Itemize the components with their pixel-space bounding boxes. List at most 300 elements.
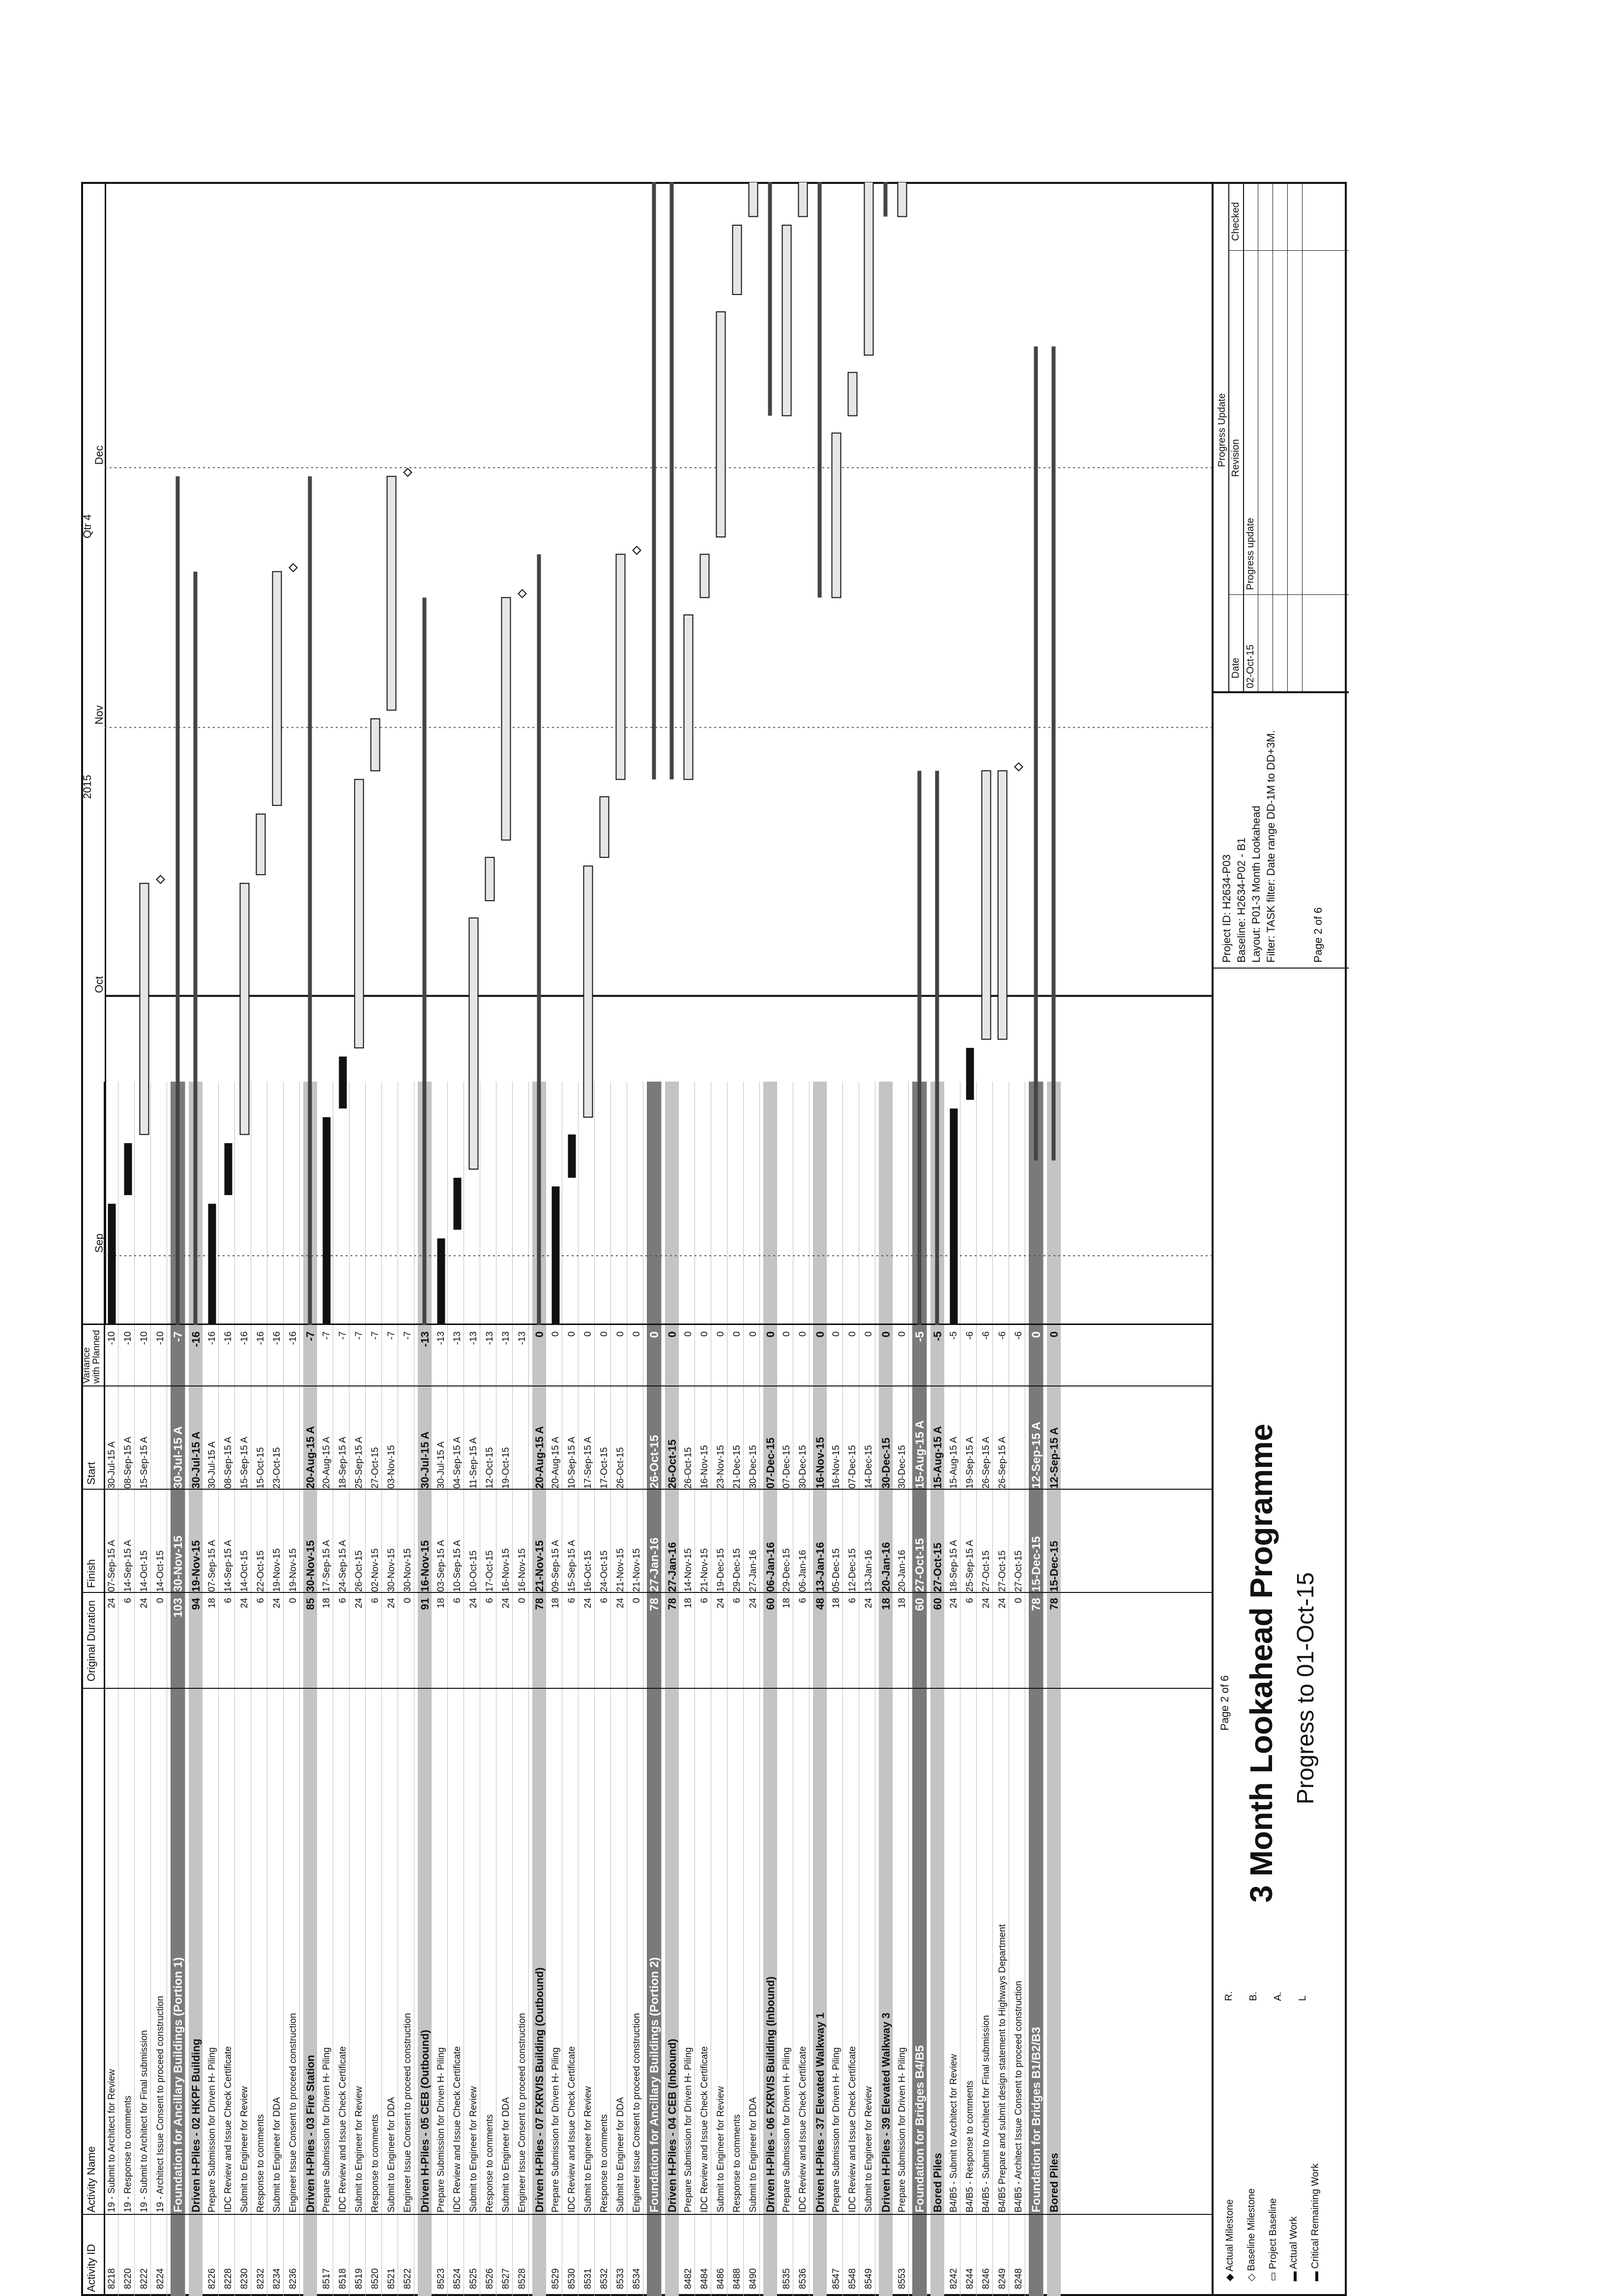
original-duration: 78 [533,1598,546,1610]
activity-name: Bored Piles [931,2152,944,2212]
activity-id: 8530 [567,2268,577,2289]
original-duration: 0 [632,1598,642,1603]
milestone-diamond [404,469,412,476]
start-date: 07-Dec-15 [847,1445,858,1489]
variance-value: -16 [223,1331,233,1345]
start-date: 07-Dec-15 [782,1445,792,1489]
activity-name: Bored Piles [1048,2152,1060,2212]
remaining-work-bar [371,719,380,771]
variance-value: 0 [880,1331,892,1338]
activity-name: B4/B5 - Response to comments [965,2080,975,2212]
activity-id: 8518 [338,2268,348,2289]
signoff-rule [1228,182,1229,693]
original-duration: 18 [321,1598,332,1609]
finish-date: 19-Nov-15 [288,1548,298,1592]
remaining-work-bar [584,866,593,1117]
start-date: 10-Sep-15 A [567,1437,577,1489]
start-date: 04-Sep-15 A [452,1437,463,1489]
original-duration: 24 [501,1598,511,1609]
variance-value: 0 [1030,1331,1043,1338]
variance-value: 0 [847,1331,858,1337]
start-date: 08-Sep-15 A [123,1437,133,1489]
original-duration: 60 [764,1598,777,1610]
activity-name: Prepare Submission for Driven H- Piling [321,2047,332,2212]
col-divider [81,1592,1212,1593]
finish-date: 06-Jan-16 [764,1542,777,1592]
start-date: 20-Aug-15 A [551,1437,561,1489]
gantt-area [81,182,1212,1325]
signoff-rule [1302,182,1303,693]
milestone-diamond [633,546,641,554]
original-duration: 60 [913,1598,927,1611]
finish-date: 27-Oct-15 [1014,1550,1024,1592]
actual-work-bar [950,1109,958,1325]
start-date: 16-Nov-15 [699,1445,710,1489]
legend-label: Actual Work [1288,2216,1299,2269]
legend-code: A. [1273,1992,1283,2001]
activity-name: Prepare Submission for Driven H- Piling [831,2047,841,2212]
activity-name: Response to comments [485,2114,495,2212]
original-duration: 24 [981,1598,991,1609]
finish-date: 27-Jan-16 [648,1537,661,1592]
variance-value: 0 [764,1331,777,1338]
summary-bar [884,182,888,216]
original-duration: 18 [207,1598,217,1609]
activity-name: Driven H-Piles - 05 CEB (Outbound) [419,2030,431,2212]
original-duration: 6 [699,1598,710,1603]
remaining-work-bar [700,554,709,597]
remaining-work-bar [355,779,364,1048]
activity-name: Engineer Issue Consent to proceed construction [517,2013,527,2212]
original-duration: 18 [683,1598,694,1609]
variance-value: 0 [666,1331,678,1338]
activity-name: B4/B5 - Submit to Architect for Final submission [981,2015,991,2212]
variance-value: 0 [683,1331,694,1337]
finish-date: 27-Oct-15 [997,1550,1008,1592]
original-duration: 0 [1014,1598,1024,1603]
summary-bar [423,597,427,1325]
variance-value: -6 [1014,1331,1024,1340]
start-date: 26-Oct-15 [648,1435,661,1489]
filter-text: Filter: TASK filter: Date range DD-1M to DD+3M. [1265,730,1277,963]
original-duration: 24 [354,1598,364,1609]
actual-work-bar [339,1057,347,1109]
variance-value: -16 [190,1331,202,1347]
variance-value: -10 [123,1331,133,1345]
activity-name: Submit to Engineer for Review [354,2086,364,2212]
finish-date: 17-Oct-15 [485,1550,495,1592]
original-duration: 6 [338,1598,348,1603]
summary-bar [1052,347,1056,1161]
variance-value: -10 [155,1331,166,1345]
variance-value: -5 [949,1331,959,1340]
activity-id: 8218 [107,2268,117,2289]
project-id: Project ID: H2634-P03 [1220,854,1233,963]
original-duration: 0 [517,1598,527,1603]
original-duration: 78 [648,1598,661,1611]
start-date: 30-Dec-15 [798,1445,808,1489]
signoff-box [1214,181,1349,693]
start-date: 19-Oct-15 [501,1447,511,1489]
variance-value: -6 [965,1331,975,1340]
variance-value: -6 [997,1331,1008,1340]
start-date: 21-Dec-15 [732,1445,742,1489]
variance-value: 0 [583,1331,593,1337]
start-date: 17-Sep-15 A [583,1437,593,1489]
page-subtitle: Progress to 01-Oct-15 [1293,1572,1319,1804]
activity-name: IDC Review and Issue Check Certificate [567,2046,577,2212]
start-date: 18-Sep-15 A [338,1437,348,1489]
actual-work-bar [552,1186,560,1325]
finish-date: 16-Nov-15 [517,1548,527,1592]
original-duration: 24 [748,1598,758,1609]
original-duration: 60 [931,1598,944,1610]
activity-id: 8526 [485,2268,495,2289]
activity-id: 8522 [403,2268,413,2289]
col-divider [81,1688,1212,1689]
remaining-work-bar [273,572,282,806]
activity-id: 8532 [599,2268,609,2289]
start-date: 15-Sep-15 A [239,1437,250,1489]
finish-date: 25-Sep-15 A [965,1540,975,1592]
activity-id: 8517 [321,2268,332,2289]
original-duration: 0 [155,1598,166,1603]
finish-date: 27-Oct-15 [931,1542,944,1592]
activity-name: Response to comments [732,2114,742,2212]
activity-id: 8531 [583,2268,593,2289]
activity-name: Driven H-Piles - 06 FXRVIS Building (Inbound) [764,1976,777,2212]
activity-id: 8519 [354,2268,364,2289]
remaining-work-bar [982,771,991,1039]
finish-date: 14-Sep-15 A [223,1540,233,1592]
activity-name: Prepare Submission for Driven H- Piling [207,2047,217,2212]
original-duration: 78 [666,1598,678,1610]
original-duration: 6 [223,1598,233,1603]
summary-bar [537,554,541,1325]
activity-name: Driven H-Piles - 02 HKPF Building [190,2038,202,2212]
finish-date: 14-Oct-15 [239,1550,250,1592]
timescale-month: Nov [93,705,105,725]
start-date: 30-Dec-15 [897,1445,907,1489]
finish-date: 29-Dec-15 [732,1548,742,1592]
legend-code: R. [1223,1991,1234,2001]
legend-label: Critical Remaining Work [1310,2163,1321,2269]
milestone-diamond [1015,763,1023,771]
finish-date: 14-Oct-15 [155,1550,166,1592]
variance-value: -13 [436,1331,446,1345]
legend-code: B. [1248,1992,1259,2001]
activity-name: IDC Review and Issue Check Certificate [452,2046,463,2212]
original-duration: 103 [172,1598,185,1618]
original-duration: 18 [831,1598,841,1609]
actual-work-bar [108,1204,116,1325]
header-activity-id: Activity ID [85,2244,97,2292]
original-duration: 91 [419,1598,431,1610]
variance-value: 0 [798,1331,808,1337]
variance-value: -13 [452,1331,463,1345]
finish-date: 19-Nov-15 [190,1540,202,1592]
finish-date: 30-Nov-15 [304,1540,317,1592]
remaining-work-bar [502,597,511,840]
remaining-work-bar [898,182,907,216]
activity-name: Prepare Submission for Driven H- Piling [436,2047,446,2212]
remaining-work-bar [387,476,396,710]
activity-name: Driven H-Piles - 37 Elevated Walkway 1 [814,2012,826,2212]
activity-id: 8521 [386,2268,397,2289]
timescale-year: 2015 [81,775,93,799]
variance-value: -7 [172,1331,185,1342]
start-date: 08-Sep-15 A [223,1437,233,1489]
original-duration: 18 [436,1598,446,1609]
finish-date: 07-Sep-15 A [107,1540,117,1592]
variance-value: 0 [567,1331,577,1337]
variance-value: -7 [354,1331,364,1340]
activity-name: Response to comments [256,2114,266,2212]
activity-name: IDC Review and Issue Check Certificate [699,2046,710,2212]
actual-work-bar [966,1048,974,1100]
variance-value: -16 [272,1331,282,1345]
start-date: 30-Jul-15 A [419,1431,431,1489]
start-date: 30-Jul-15 A [207,1441,217,1489]
original-duration: 6 [370,1598,380,1603]
actual-work-bar [124,1143,132,1195]
start-date: 20-Aug-15 A [533,1426,546,1489]
variance-value: -7 [321,1331,332,1340]
variance-value: 0 [864,1331,874,1337]
variance-value: 0 [748,1331,758,1337]
variance-value: -13 [501,1331,511,1345]
summary-bar [308,476,312,1325]
page-title: 3 Month Lookahead Programme [1244,1423,1279,1903]
finish-date: 19-Nov-15 [272,1548,282,1592]
legend-panel [1212,182,1349,2296]
original-duration: 6 [965,1598,975,1603]
activity-id: 8226 [207,2268,217,2289]
variance-value: -7 [403,1331,413,1340]
activity-id: 8523 [436,2268,446,2289]
activity-name: Prepare Submission for Driven H- Piling [897,2047,907,2212]
finish-date: 05-Dec-15 [831,1548,841,1592]
variance-value: 0 [782,1331,792,1337]
header-finish: Finish [85,1559,97,1588]
remaining-work-bar [799,182,808,216]
activity-name: B4/B5 - Submit to Architect for Review [949,2054,959,2212]
actual-work-bar [225,1143,232,1195]
actual-work-bar [568,1135,576,1178]
activity-id: 8520 [370,2268,380,2289]
activity-name: Submit to Engineer for Review [583,2086,593,2212]
remaining-work-bar [865,182,873,355]
start-date: 23-Nov-15 [716,1445,726,1489]
finish-date: 24-Sep-15 A [338,1540,348,1592]
legend-label: Baseline Milestone [1246,2188,1257,2271]
start-date: 30-Dec-15 [748,1445,758,1489]
variance-value: 0 [599,1331,609,1337]
activity-id: 8242 [949,2268,959,2289]
start-date: 12-Sep-15 A [1048,1427,1060,1489]
original-duration: 6 [567,1598,577,1603]
start-date: 26-Sep-15 A [981,1437,991,1489]
finish-date: 15-Sep-15 A [567,1540,577,1592]
activity-name: Foundation for Ancillary Buildings (Portion 2) [648,1957,661,2212]
finish-date: 20-Jan-16 [897,1550,907,1592]
remaining-work-bar [240,883,249,1135]
variance-value: -16 [239,1331,250,1345]
original-duration: 6 [256,1598,266,1603]
signoff-checked-header: Checked [1230,202,1241,241]
variance-value: 0 [615,1331,626,1337]
milestone-diamond [519,589,526,597]
activity-name: Submit to Engineer for Review [716,2086,726,2212]
original-duration: 24 [583,1598,593,1609]
start-date: 30-Jul-15 A [190,1431,202,1489]
col-divider [81,2214,1212,2215]
summary-bar [176,476,180,1325]
activity-name: IDC Review and Issue Check Certificate [338,2046,348,2212]
start-date: 25-Sep-15 A [354,1437,364,1489]
legend-label: Actual Milestone [1224,2199,1235,2272]
finish-date: 02-Nov-15 [370,1548,380,1592]
activity-id: 8549 [864,2268,874,2289]
variance-value: -10 [107,1331,117,1345]
header-original-duration: Original Duration [85,1600,97,1681]
activity-name: 19 - Submit to Architect for Final submission [139,2030,149,2212]
start-date: 17-Oct-15 [599,1447,609,1489]
finish-date: 26-Oct-15 [354,1550,364,1592]
signoff-title: Progress Update [1217,393,1227,467]
activity-name: Prepare Submission for Driven H- Piling [782,2047,792,2212]
layout-name: Layout: P01-3 Month Lookahead [1250,805,1262,963]
summary-bar [1034,347,1038,1161]
milestone-diamond [290,564,297,572]
finish-date: 27-Oct-15 [981,1550,991,1592]
finish-date: 30-Nov-15 [172,1535,185,1592]
variance-value: -10 [139,1331,149,1345]
activity-name: Driven H-Piles - 07 FXRVIS Building (Outbound) [533,1967,546,2212]
variance-value: 0 [551,1331,561,1337]
variance-value: -13 [468,1331,479,1345]
start-date: 26-Oct-15 [615,1447,626,1489]
activity-name: Submit to Engineer for Review [864,2086,874,2212]
finish-date: 16-Nov-15 [419,1540,431,1592]
timescale-month: Dec [93,445,105,465]
timescale-month: Sep [93,1233,105,1253]
activity-id: 8224 [155,2268,166,2289]
activity-id: 8547 [831,2268,841,2289]
activity-name: Engineer Issue Consent to proceed construction [632,2013,642,2212]
activity-name: Foundation for Bridges B1/B2/B3 [1030,2027,1043,2212]
legend-item [1267,2198,1279,2281]
original-duration: 24 [386,1598,397,1609]
activity-id: 8488 [732,2268,742,2289]
signoff-rule [1228,250,1349,251]
activity-id: 8528 [517,2268,527,2289]
activity-name: IDC Review and Issue Check Certificate [223,2046,233,2212]
original-duration: 24 [615,1598,626,1609]
timescale-month: Oct [93,976,105,993]
activity-id: 8484 [699,2268,710,2289]
legend-item [1245,2188,1257,2281]
signoff-revision: Progress update [1245,518,1256,590]
start-date: 30-Dec-15 [880,1438,892,1489]
start-date: 11-Sep-15 A [468,1437,479,1489]
actual-work-bar [437,1238,445,1325]
activity-name: B4/B5 Prepare and submit design statement to Highways Department [997,1924,1008,2212]
finish-date: 12-Dec-15 [847,1548,858,1592]
activity-id: 8236 [288,2268,298,2289]
variance-value: -6 [981,1331,991,1340]
activity-name: IDC Review and Issue Check Certificate [847,2046,858,2212]
finish-date: 27-Jan-16 [666,1542,678,1592]
finish-date: 14-Nov-15 [683,1548,694,1592]
variance-value: 0 [897,1331,907,1337]
activity-id: 8527 [501,2268,511,2289]
finish-date: 15-Dec-15 [1048,1541,1060,1592]
activity-id: 8244 [965,2268,975,2289]
remaining-work-bar [848,373,857,416]
finish-date: 20-Jan-16 [880,1542,892,1592]
variance-value: -16 [207,1331,217,1345]
variance-value: 0 [732,1331,742,1337]
original-duration: 24 [864,1598,874,1609]
activity-name: Prepare Submission for Driven H- Piling [551,2047,561,2212]
variance-value: 0 [716,1331,726,1337]
start-date: 16-Nov-15 [831,1445,841,1489]
variance-value: -16 [256,1331,266,1345]
finish-date: 14-Oct-15 [139,1550,149,1592]
start-date: 15-Oct-15 [256,1447,266,1489]
remaining-work-bar [257,814,265,875]
original-duration: 18 [880,1598,892,1610]
finish-date: 24-Oct-15 [599,1550,609,1592]
actual-work-bar [208,1204,216,1325]
remaining-work-bar [600,797,609,857]
original-duration: 6 [599,1598,609,1603]
finish-date: 19-Dec-15 [716,1548,726,1592]
activity-name: B4/B5 - Architect Issue Consent to proceed construction [1014,1980,1024,2212]
col-divider [81,1385,1212,1386]
summary-bar [670,182,674,779]
variance-value: -5 [913,1331,927,1342]
activity-name: Engineer Issue Consent to proceed construction [403,2013,413,2212]
activity-name: Foundation for Ancillary Buildings (Portion 1) [172,1957,185,2212]
activity-name: Prepare Submission for Driven H- Piling [683,2047,694,2212]
original-duration: 6 [123,1598,133,1603]
finish-date: 27-Jan-16 [748,1550,758,1592]
variance-value: -5 [931,1331,944,1341]
finish-date: 21-Nov-15 [632,1548,642,1592]
legend-glyph-icon: ▬ [1310,2268,1321,2281]
original-duration: 24 [239,1598,250,1609]
original-duration: 24 [139,1598,149,1609]
signoff-rule [1287,182,1288,693]
activity-id: 8548 [847,2268,858,2289]
summary-bar [818,182,822,597]
start-date: 30-Jul-15 A [107,1441,117,1489]
summary-bar [652,182,656,779]
finish-date: 03-Sep-15 A [436,1540,446,1592]
start-date: 15-Aug-15 A [949,1437,959,1489]
actual-work-bar [454,1178,462,1230]
rotated-schedule [81,182,1347,2296]
activity-id: 8533 [615,2268,626,2289]
activity-name: Submit to Engineer for DDA [748,2097,758,2212]
original-duration: 24 [716,1598,726,1609]
remaining-work-bar [469,918,478,1169]
finish-date: 10-Oct-15 [468,1550,479,1592]
start-date: 15-Sep-15 A [139,1437,149,1489]
legend-glyph-icon: ◇ [1246,2271,1257,2281]
